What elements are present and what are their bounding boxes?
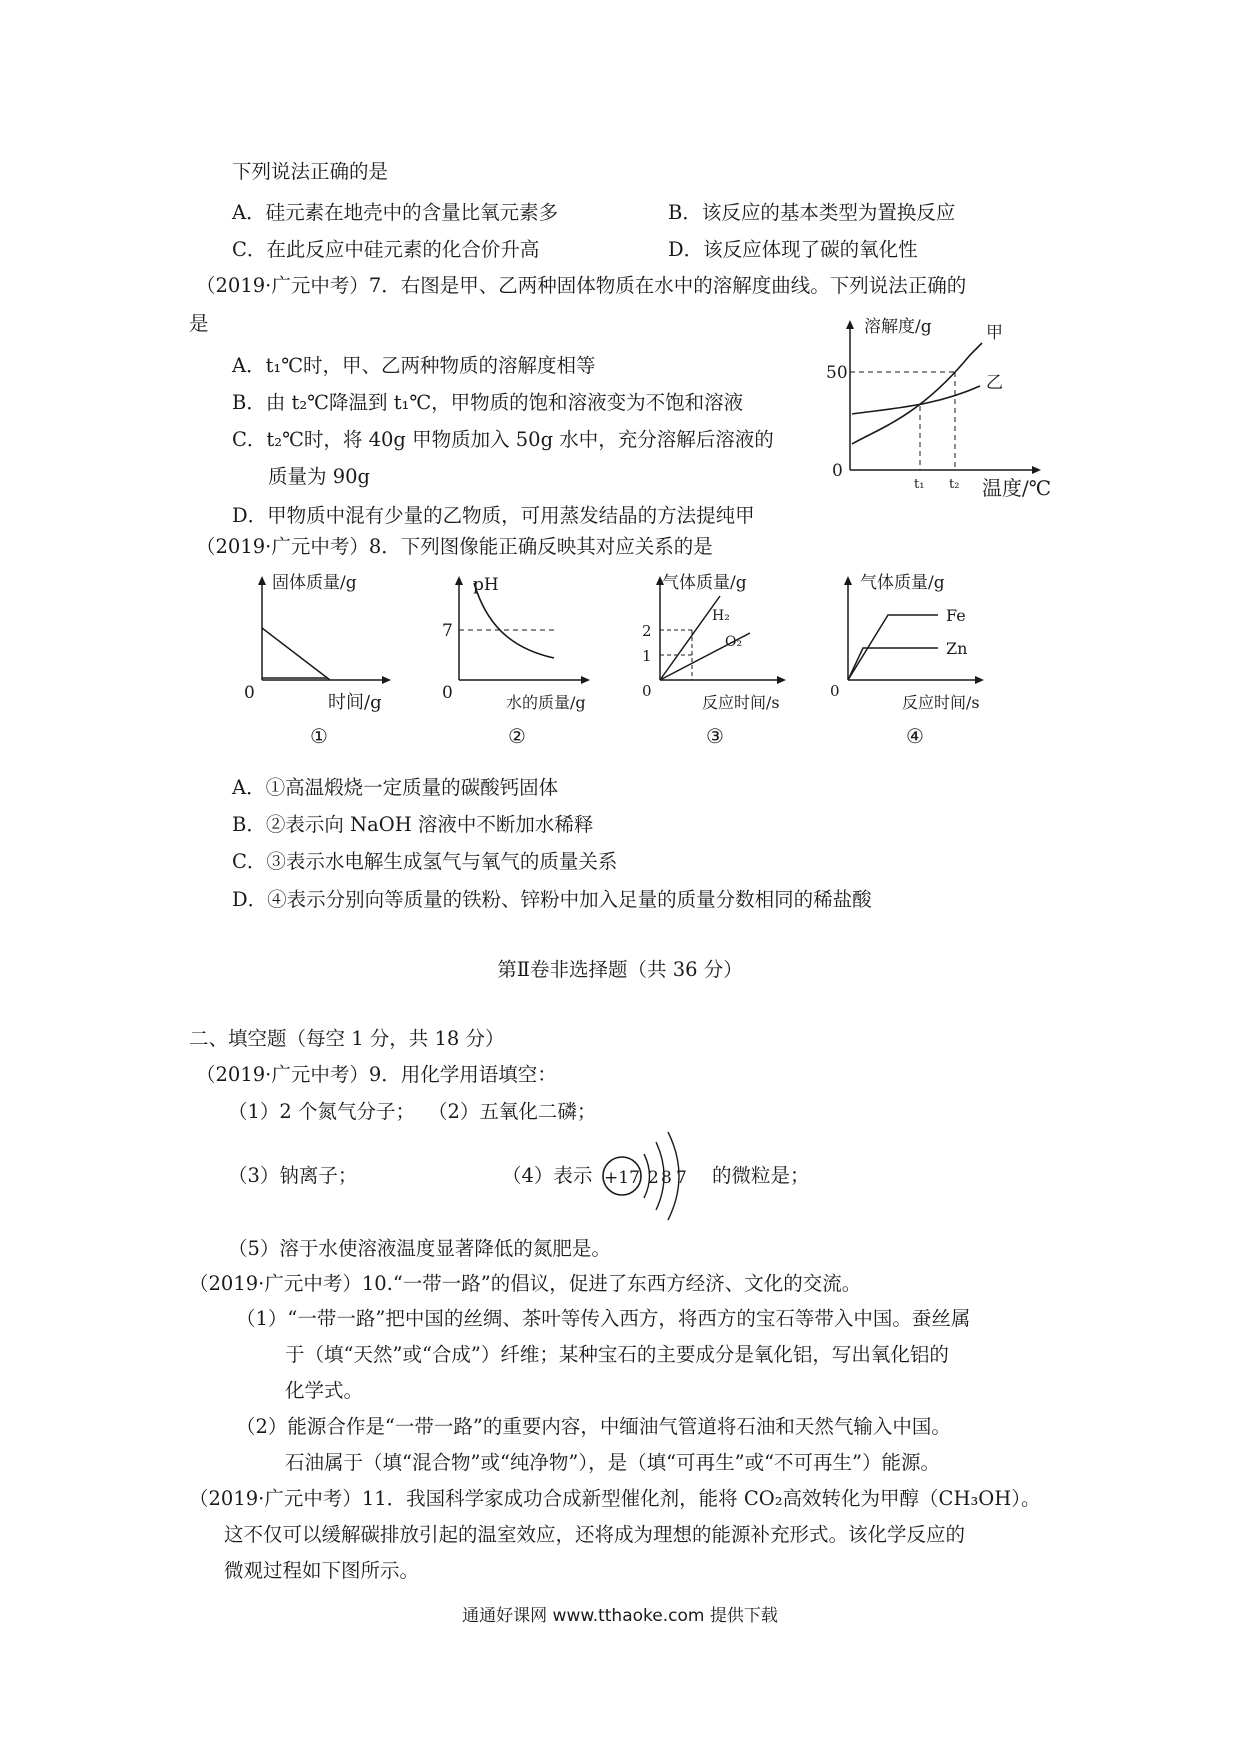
graph-3 xyxy=(640,568,810,748)
g3-ylabel: 气体质量/g xyxy=(662,573,747,593)
x-axis-arrow xyxy=(1032,466,1041,474)
y-tick-50: 50 xyxy=(826,363,848,383)
graph-2 xyxy=(442,568,614,748)
g4-label-zn: Zn xyxy=(946,639,968,658)
q10-part1-line2: 于（填“天然”或“合成”）纤维；某种宝石的主要成分是氧化铝，写出氧化铝的 xyxy=(285,1343,949,1366)
g4-caption: ④ xyxy=(906,724,924,748)
g1-xlabel: 时间/g xyxy=(328,692,382,713)
part-2-heading: 二、填空题（每空 1 分，共 18 分） xyxy=(189,1027,505,1050)
q10-part2-line1: （2）能源合作是“一带一路”的重要内容，中缅油气管道将石油和天然气输入中国。 xyxy=(236,1415,951,1438)
g2-caption: ② xyxy=(508,724,526,748)
q9-item-3: （3）钠离子； xyxy=(228,1164,358,1187)
g4-xlabel: 反应时间/s xyxy=(902,693,980,712)
q7-option-d: D．甲物质中混有少量的乙物质，可用蒸发结晶的方法提纯甲 xyxy=(232,504,755,527)
g3-label-o2: O₂ xyxy=(725,634,743,650)
q6-option-c: C．在此反应中硅元素的化合价升高 xyxy=(232,238,540,261)
q7-option-a: A．t₁℃时，甲、乙两种物质的溶解度相等 xyxy=(232,354,596,377)
g1-caption: ① xyxy=(310,724,328,748)
g2-xlabel: 水的质量/g xyxy=(506,693,586,712)
q7-option-c: C．t₂℃时，将 40g 甲物质加入 50g 水中，充分溶解后溶液的 xyxy=(232,428,774,451)
y-axis-label: 溶解度/g xyxy=(864,317,932,337)
x-axis-label: 温度/℃ xyxy=(982,476,1052,500)
q9-item-1: （1）2 个氮气分子； xyxy=(228,1100,416,1123)
g1-ylabel: 固体质量/g xyxy=(272,573,357,593)
g2-ylabel: pH xyxy=(473,575,499,595)
g2-ytick-7: 7 xyxy=(442,621,453,641)
page-footer: 通通好课网 www.tthaoke.com 提供下载 xyxy=(462,1606,778,1626)
curve-yi xyxy=(852,386,980,414)
q8-option-b: B．②表示向 NaOH 溶液中不断加水稀释 xyxy=(232,813,594,836)
g2-origin: 0 xyxy=(442,683,453,703)
q10-part2-line2: 石油属于（填“混合物”或“纯净物”），是（填“可再生”或“不可再生”）能源。 xyxy=(285,1451,941,1474)
g4-origin: 0 xyxy=(830,682,840,700)
graph-4 xyxy=(828,568,1008,748)
x-tick-t1: t₁ xyxy=(914,477,925,492)
q7-stem-line1: （2019·广元中考）7．右图是甲、乙两种固体物质在水中的溶解度曲线。下列说法正确的 xyxy=(196,274,967,297)
y-axis-arrow xyxy=(846,320,854,329)
g1-origin: 0 xyxy=(244,683,255,703)
q8-option-c: C．③表示水电解生成氢气与氧气的质量关系 xyxy=(232,850,618,873)
line-mass xyxy=(262,628,330,680)
q6-stem: 下列说法正确的是 xyxy=(232,160,389,183)
q9-item-4-suffix: 的微粒是； xyxy=(712,1164,810,1187)
shell-1-electrons: 2 xyxy=(648,1168,659,1188)
q10-part1-line3: 化学式。 xyxy=(285,1379,364,1402)
q11-line1: （2019·广元中考）11．我国科学家成功合成新型催化剂，能将 CO₂高效转化为甲醇（CH₃OH）。 xyxy=(189,1487,1041,1510)
q8-option-a: A．①高温煅烧一定质量的碳酸钙固体 xyxy=(232,776,559,799)
q9-stem: （2019·广元中考）9．用化学用语填空： xyxy=(196,1063,557,1086)
g3-ytick-2: 2 xyxy=(642,622,652,640)
line-h2 xyxy=(660,596,720,680)
q6-option-d: D．该反应体现了碳的氧化性 xyxy=(668,238,918,261)
q11-line3: 微观过程如下图所示。 xyxy=(224,1559,420,1582)
g3-caption: ③ xyxy=(706,724,724,748)
line-zn xyxy=(848,648,938,680)
q11-line2: 这不仅可以缓解碳排放引起的温室效应，还将成为理想的能源补充形式。该化学反应的 xyxy=(224,1523,966,1546)
q10-part1-line1: （1）“一带一路”把中国的丝绸、茶叶等传入西方，将西方的宝石等带入中国。蚕丝属 xyxy=(236,1307,971,1330)
series-label-jia: 甲 xyxy=(986,323,1003,343)
series-label-yi: 乙 xyxy=(986,373,1003,393)
q6-option-a: A．硅元素在地壳中的含量比氧元素多 xyxy=(232,201,559,224)
q8-option-d: D．④表示分别向等质量的铁粉、锌粉中加入足量的质量分数相同的稀盐酸 xyxy=(232,888,872,911)
g4-ylabel: 气体质量/g xyxy=(860,573,945,593)
g3-label-h2: H₂ xyxy=(712,608,730,624)
q9-item-2: （2）五氧化二磷； xyxy=(428,1100,597,1123)
section-2-title: 第Ⅱ卷非选择题（共 36 分） xyxy=(497,958,743,981)
origin-label: 0 xyxy=(832,461,843,481)
g3-ytick-1: 1 xyxy=(642,647,652,665)
graph-1 xyxy=(244,568,420,748)
solubility-curve-figure xyxy=(820,310,1070,504)
shell-3-electrons: 7 xyxy=(676,1168,687,1188)
shell-2-electrons: 8 xyxy=(661,1168,672,1188)
q7-option-b: B．由 t₂℃降温到 t₁℃，甲物质的饱和溶液变为不饱和溶液 xyxy=(232,391,744,414)
q8-stem: （2019·广元中考）8．下列图像能正确反映其对应关系的是 xyxy=(196,535,713,558)
q9-item-5: （5）溶于水使溶液温度显著降低的氮肥是。 xyxy=(228,1237,611,1260)
q7-stem-line2: 是 xyxy=(189,312,209,335)
g4-label-fe: Fe xyxy=(946,606,966,625)
q10-stem: （2019·广元中考）10.“一带一路”的倡议，促进了东西方经济、文化的交流。 xyxy=(189,1272,862,1295)
x-tick-t2: t₂ xyxy=(949,477,960,492)
g3-origin: 0 xyxy=(642,682,652,700)
atom-structure-diagram xyxy=(600,1128,710,1232)
nucleus-charge: +17 xyxy=(604,1168,640,1188)
q7-option-c-cont: 质量为 90g xyxy=(268,465,370,488)
q9-item-4-prefix: （4）表示 xyxy=(502,1164,593,1187)
q6-option-b: B．该反应的基本类型为置换反应 xyxy=(668,201,956,224)
g3-xlabel: 反应时间/s xyxy=(702,693,780,712)
